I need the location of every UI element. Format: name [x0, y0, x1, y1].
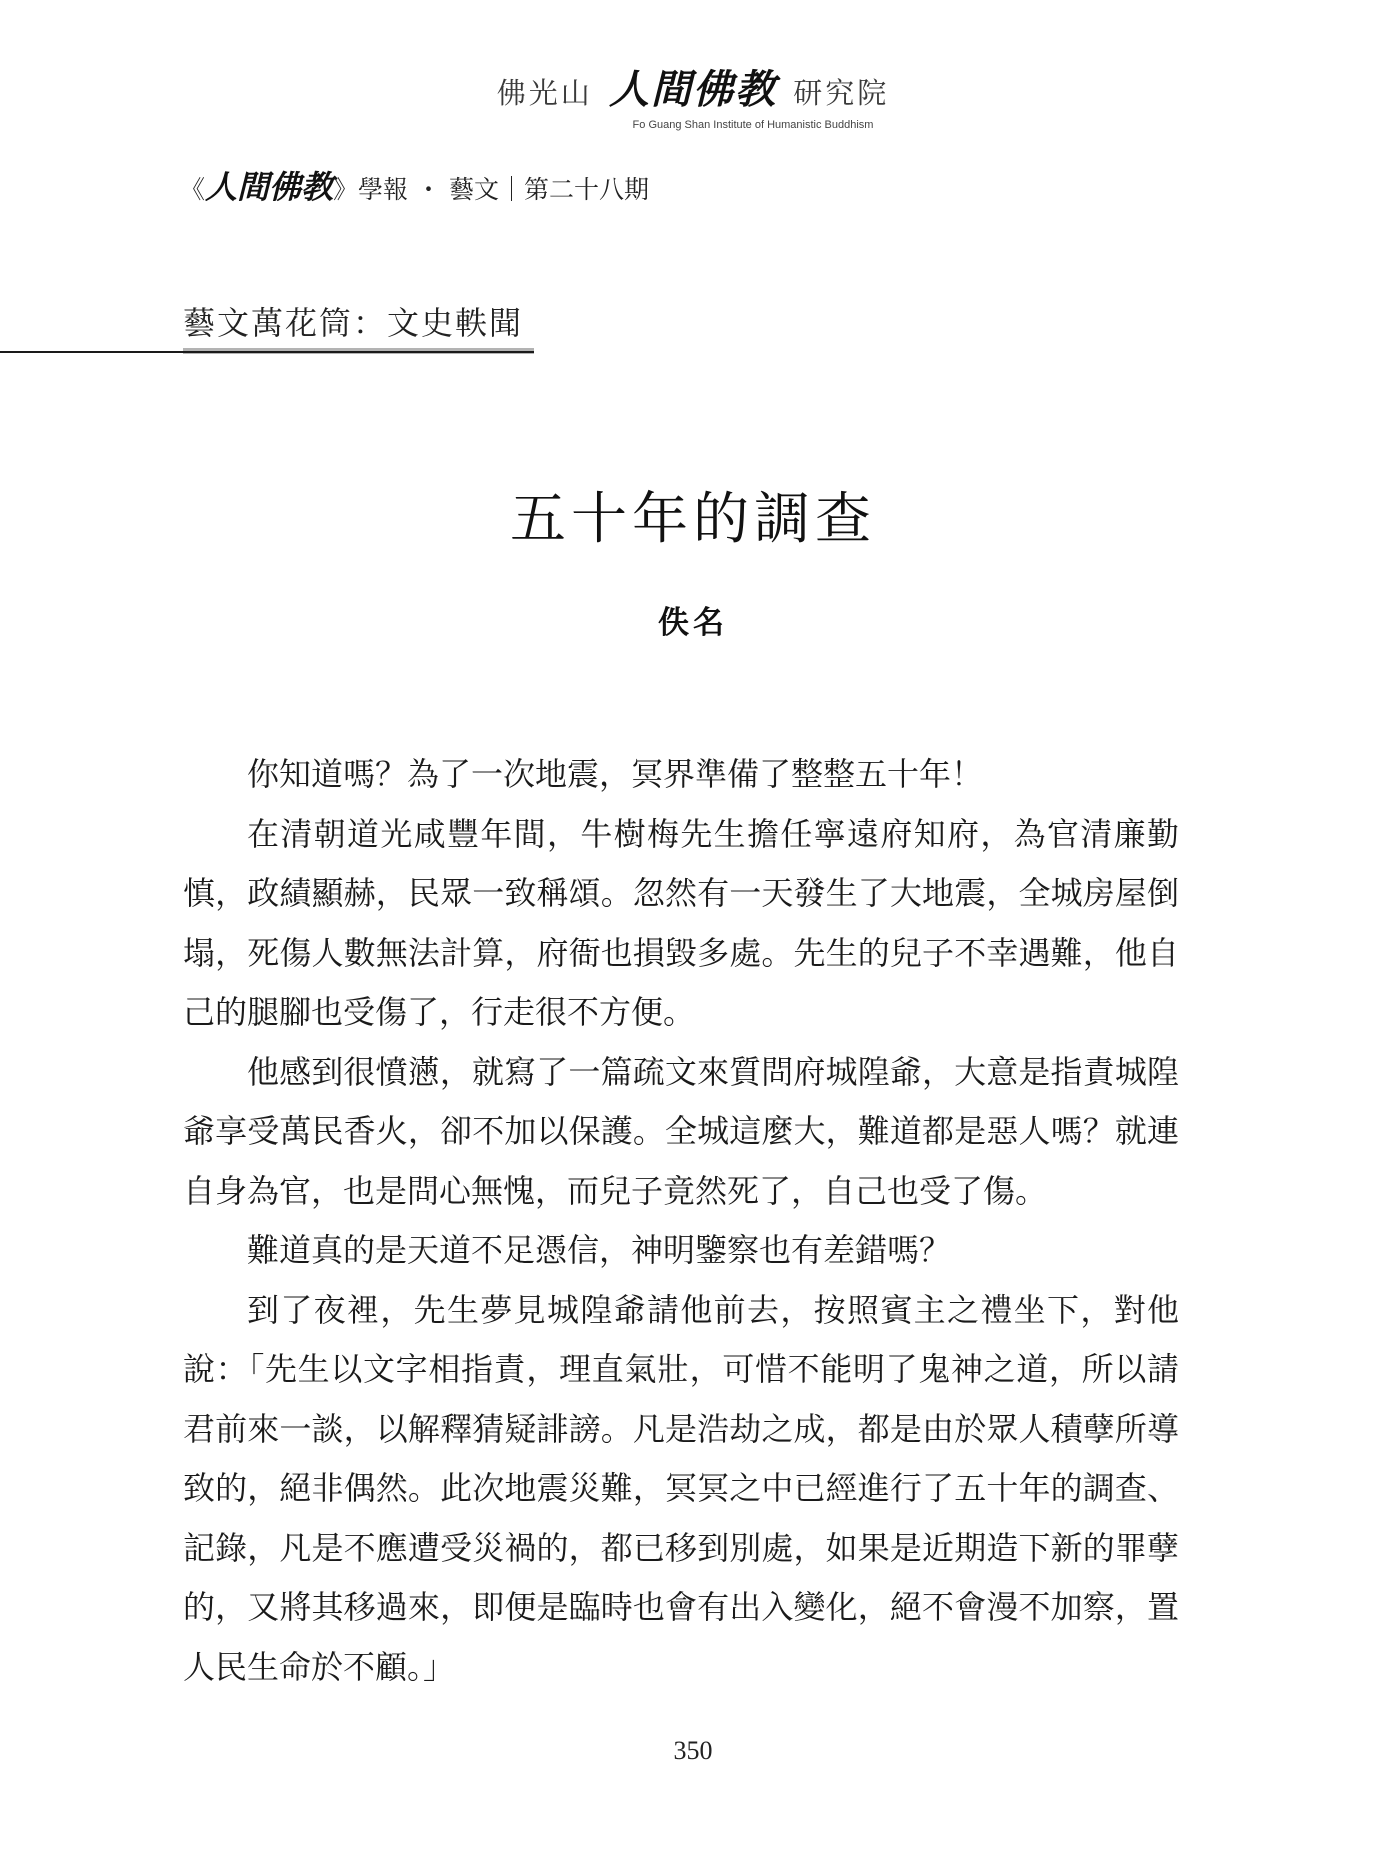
journal-running-header [180, 162, 649, 208]
section-title: 藝文萬花筒：文史軼聞 [183, 304, 524, 342]
journal-close-bracket: 》 [333, 175, 359, 204]
body-paragraph: 他感到很憤懣，就寫了一篇疏文來質問府城隍爺，大意是指責城隍爺享受萬民香火，卻不加以保護。全城這麼大，難道都是惡人嗎？就連自身為官，也是問心無愧，而兒子竟然死了，自己也受了傷。 [183, 1052, 1179, 1210]
body-paragraph: 到了夜裡，先生夢見城隍爺請他前去，按照賓主之禮坐下，對他說：「先生以文字相指責，理直氣壯，可惜不能明了鬼神之道，所以請君前來一談，以解釋猜疑誹謗。凡是浩劫之成，都是由於眾人積孽所導致的，絕非偶然。此次地震災難，冥冥之中已經進行了五十年的調查、記錄，凡是不應遭受災禍的，都已移到別處，如果是近期造下新的罪孽的，又將其移過來，即便是臨時也會有出入變化，絕不會漫不加察，置人民生命於不顧。」 [183, 1290, 1179, 1686]
article-author: 佚名 [658, 605, 728, 641]
journal-brand-calligraphy: 人間佛教 [205, 168, 334, 206]
article-title: 五十年的調查 [510, 487, 876, 552]
journal-issue-info: 學報 ・ 藝文｜第二十八期 [358, 175, 649, 204]
institute-brand-calligraphy: 人間佛教 [609, 66, 777, 113]
institute-name [0, 58, 1386, 115]
body-paragraph: 在清朝道光咸豐年間，牛樹梅先生擔任寧遠府知府，為官清廉勤慎，政績顯赫，民眾一致稱頌。忽然有一天發生了大地震，全城房屋倒塌，死傷人數無法計算，府衙也損毀多處。先生的兒子不幸遇難，他自己的腿腳也受傷了，行走很不方便。 [183, 814, 1179, 1031]
institute-name-suffix: 研究院 [793, 76, 890, 110]
institute-english-name: Fo Guang Shan Institute of Humanistic Buddhism [632, 119, 874, 131]
body-paragraph: 你知道嗎？為了一次地震，冥界準備了整整五十年！ [247, 755, 984, 793]
article-body [183, 745, 1179, 1697]
page-number: 350 [673, 1736, 713, 1765]
body-paragraph: 難道真的是天道不足憑信，神明鑒察也有差錯嗎？ [247, 1231, 952, 1269]
institute-header [0, 58, 1386, 131]
institute-name-prefix: 佛光山 [496, 76, 593, 110]
journal-open-bracket: 《 [180, 175, 206, 204]
section-divider-rule [0, 351, 534, 353]
